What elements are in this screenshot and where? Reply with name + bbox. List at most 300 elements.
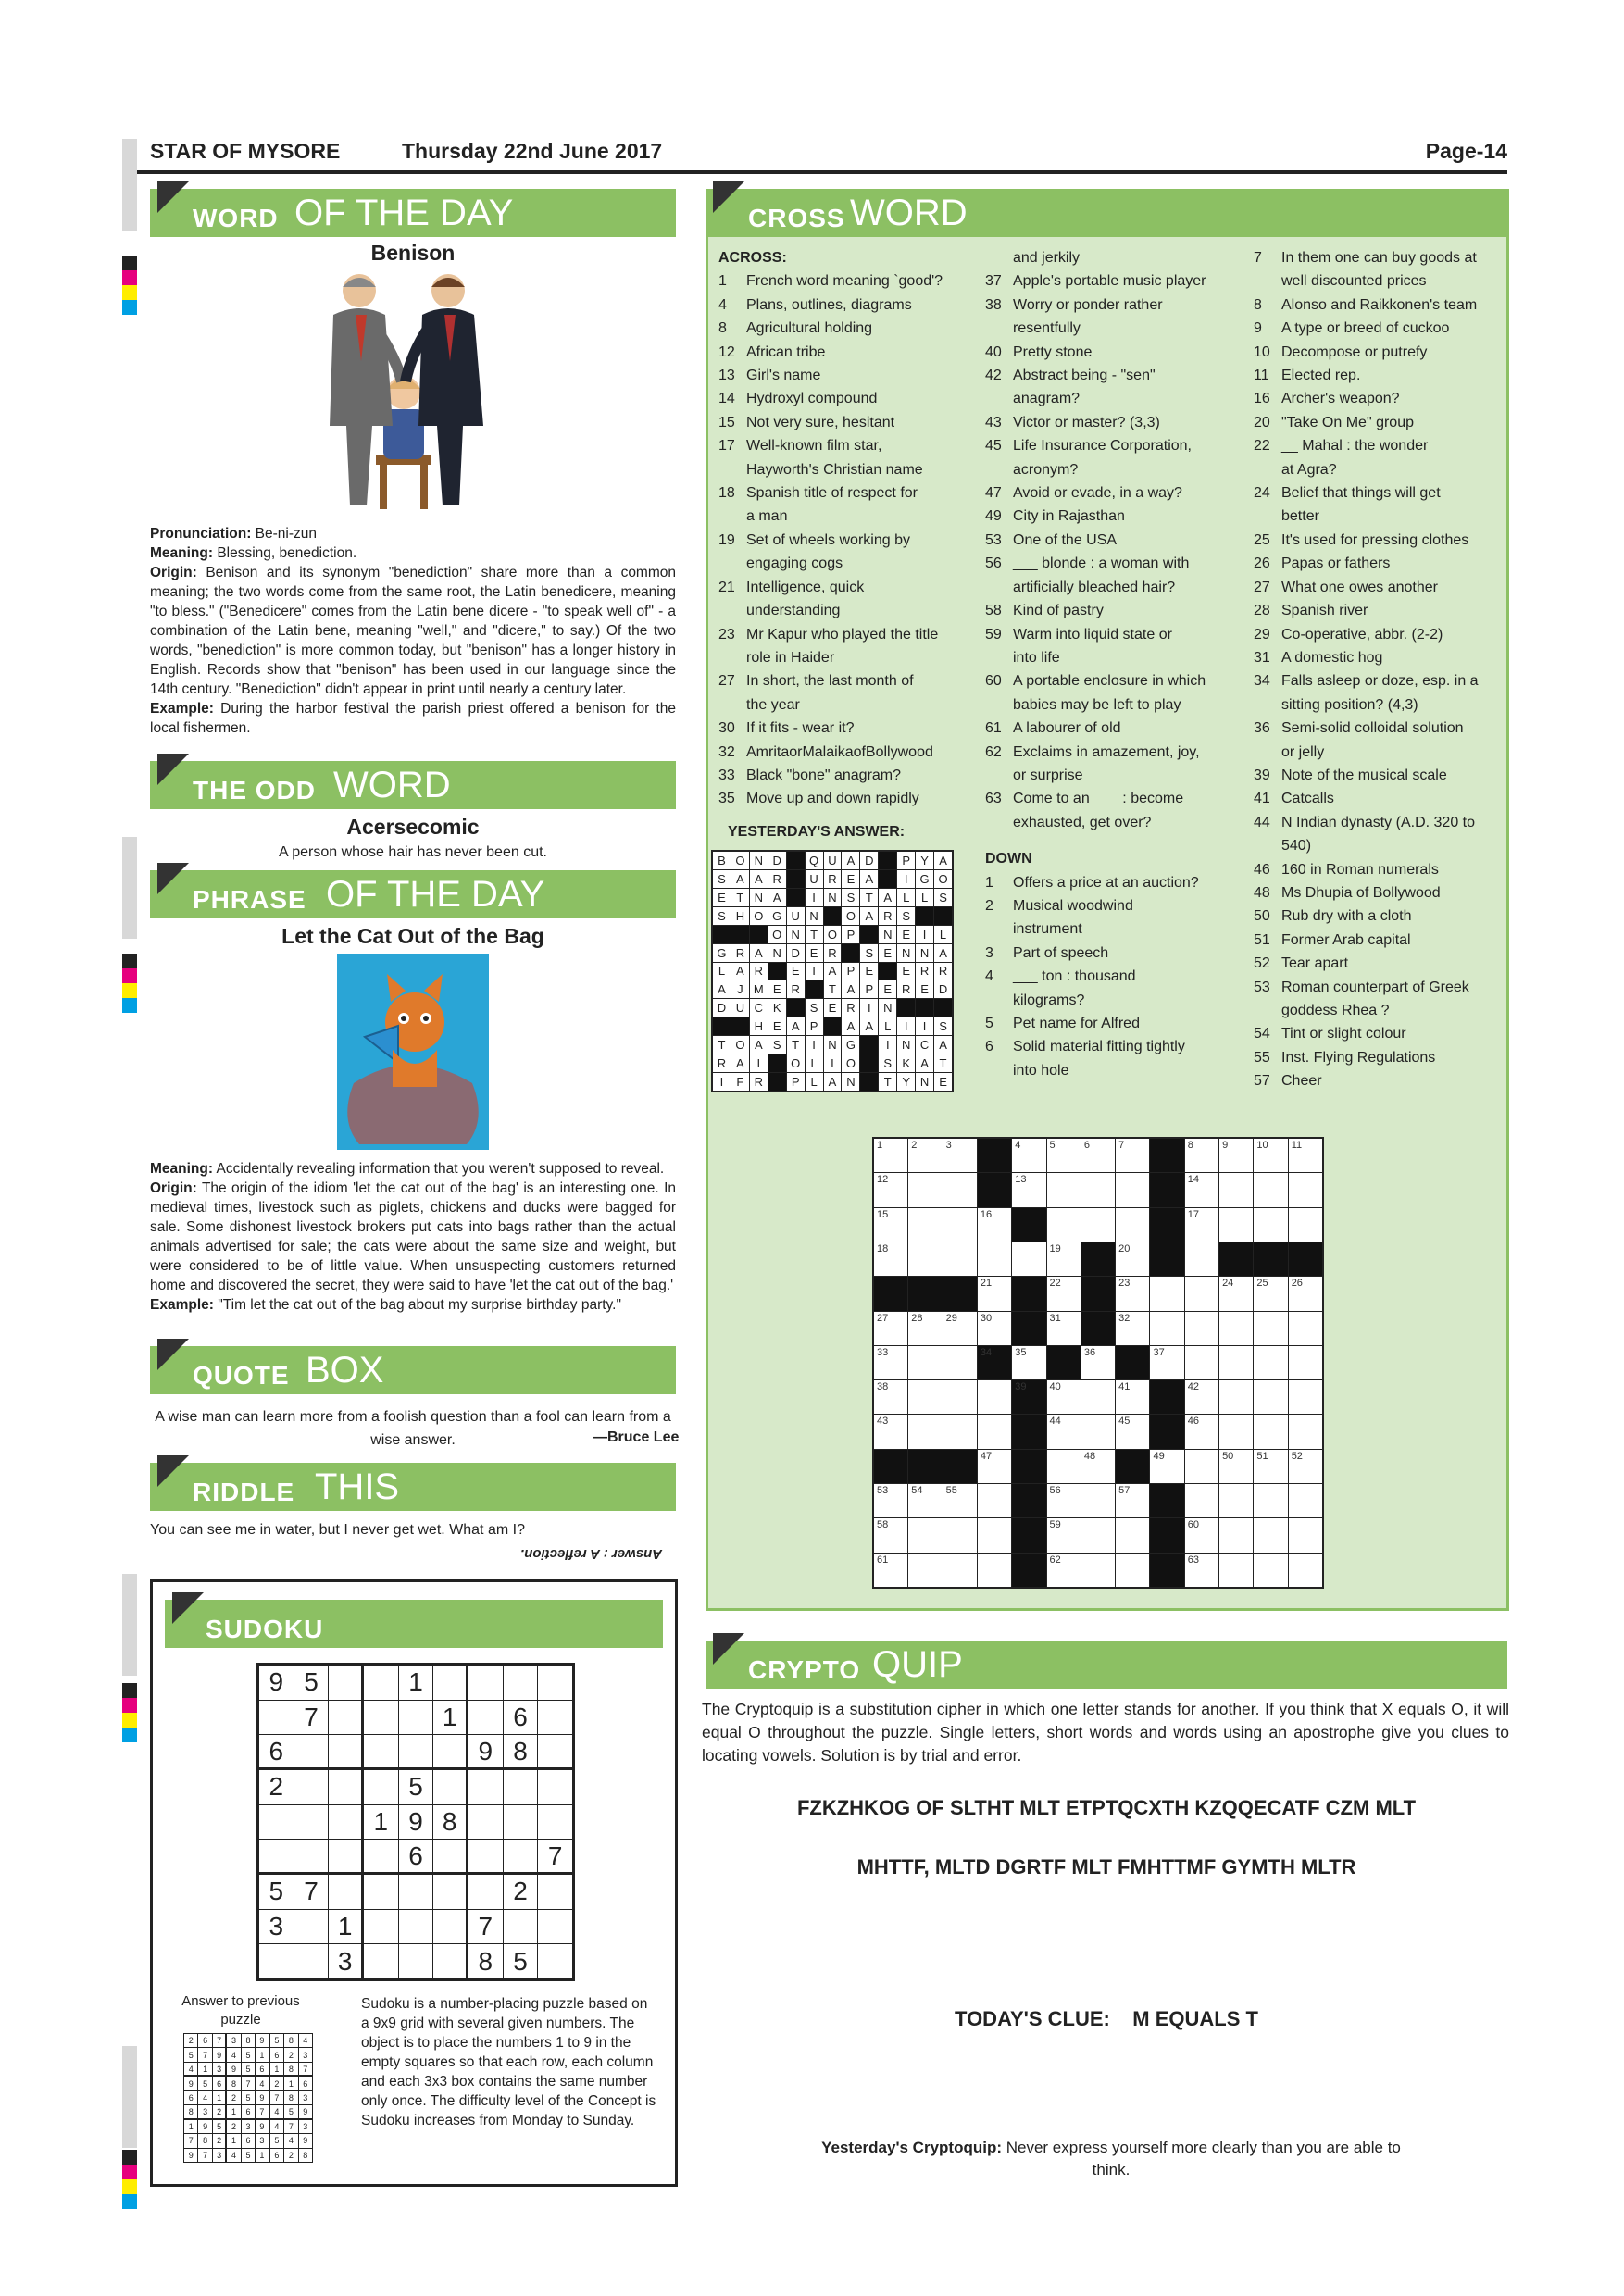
answer-cell: E (824, 999, 842, 1017)
crossword-cell[interactable]: 17 (1185, 1208, 1218, 1242)
answer-cell: N (806, 907, 823, 925)
sudoku-cell[interactable] (433, 1735, 468, 1769)
answer-cell: A (768, 889, 786, 906)
crossword-cell[interactable]: 54 (908, 1484, 942, 1517)
crossword-cell[interactable] (1047, 1173, 1081, 1206)
page-number: Page-14 (1425, 139, 1507, 163)
clue: 46 160 in Roman numerals (1254, 861, 1439, 878)
crossword-cell[interactable] (1219, 1484, 1253, 1517)
crossword-cell[interactable] (943, 1380, 977, 1414)
clue: 60 A portable enclosure in which (985, 673, 1206, 690)
crossword-cell[interactable] (908, 1173, 942, 1206)
sudoku-cell[interactable] (259, 1701, 294, 1735)
clue: resentfully (1013, 320, 1081, 337)
crossword-cell[interactable] (1081, 1208, 1115, 1242)
crossword-cell[interactable] (908, 1380, 942, 1414)
crossword-cell[interactable]: 33 (874, 1346, 907, 1379)
crossword-cell[interactable] (1219, 1380, 1253, 1414)
crossword-cell[interactable]: 3 (943, 1139, 977, 1172)
sudoku-cell[interactable] (433, 1666, 468, 1700)
crossword-cell[interactable]: 4 (1012, 1139, 1045, 1172)
crossword-cell[interactable]: 36 (1081, 1346, 1115, 1379)
crossword-cell[interactable]: 46 (1185, 1415, 1218, 1448)
sudoku-cell[interactable]: 8 (433, 1805, 468, 1840)
crossword-cell[interactable] (1254, 1173, 1287, 1206)
crossword-cell[interactable] (1254, 1484, 1287, 1517)
crossword-cell[interactable]: 59 (1047, 1518, 1081, 1552)
crossword-cell[interactable] (978, 1242, 1011, 1276)
cryptoquip-line1: FZKZHKOG OF SLTHT MLT ETPTQCXTH KZQQECATF CZM MLT (796, 1796, 1417, 1819)
sudoku-cell[interactable] (538, 1805, 572, 1840)
sudoku-cell[interactable] (433, 1944, 468, 1978)
sudoku-cell[interactable] (294, 1770, 329, 1804)
sudoku-cell[interactable] (538, 1944, 572, 1978)
crossword-cell[interactable]: 42 (1185, 1380, 1218, 1414)
sudoku-cell[interactable]: 6 (259, 1735, 294, 1769)
phrase-details: Meaning: Accidentally revealing information that you weren't supposed to reveal. Origin: The origin of the idiom 'let the cat out of the bag' is an interesting one. In medieval times, livestock such as piglets, chickens and ducks were bagged for sale. Some dishonest livestock brokers put cats into bags rather than the actual animals advertised for sale; the cats were about the same size and weight, but were considered to be of little value. When unsuspecting customers returned home and discovered the secret, they were said to have 'let the cat out of the bag.' Example: "Tim let the cat out of the bag about my surprise birthday party." (150, 1161, 676, 1313)
clue: 62 Exclaims in amazement, joy, (985, 743, 1200, 760)
sudoku-cell[interactable] (399, 1701, 433, 1735)
crossword-cell[interactable] (1254, 1312, 1287, 1345)
crossword-cell[interactable] (978, 1484, 1011, 1517)
clue: 4 Plans, outlines, diagrams (718, 296, 912, 313)
crossword-cell[interactable]: 11 (1289, 1139, 1322, 1172)
crossword-cell[interactable] (1254, 1518, 1287, 1552)
sudoku-cell[interactable] (259, 1840, 294, 1874)
crossword-cell[interactable] (1289, 1173, 1322, 1206)
crossword-cell[interactable] (908, 1518, 942, 1552)
crossword-cell[interactable]: 26 (1289, 1277, 1322, 1310)
sudoku-cell[interactable] (259, 1805, 294, 1840)
answer-cell: O (842, 907, 859, 925)
crossword-cell[interactable]: 14 (1185, 1173, 1218, 1206)
crossword-cell[interactable] (1219, 1346, 1253, 1379)
crossword-cell[interactable] (908, 1242, 942, 1276)
sudoku-cell[interactable] (294, 1805, 329, 1840)
sudoku-cell[interactable] (399, 1910, 433, 1944)
crossword-cell[interactable]: 25 (1254, 1277, 1287, 1310)
answer-cell: Q (806, 852, 823, 869)
sudoku-cell[interactable]: 2 (259, 1770, 294, 1804)
clue: 45 Life Insurance Corporation, (985, 438, 1192, 455)
answer-cell: S (842, 889, 859, 906)
sudoku-cell[interactable] (538, 1875, 572, 1909)
crossword-cell[interactable]: 45 (1116, 1415, 1149, 1448)
crossword-cell[interactable] (943, 1346, 977, 1379)
sudoku-cell[interactable] (329, 1666, 363, 1700)
clue: 31 A domestic hog (1254, 649, 1383, 666)
sudoku-cell[interactable]: 6 (504, 1701, 538, 1735)
clue: the year (746, 696, 800, 713)
answer-cell: N (897, 944, 915, 962)
crossword-cell[interactable]: 23 (1116, 1277, 1149, 1310)
answer-cell: E (897, 926, 915, 943)
crossword-cell[interactable]: 60 (1185, 1518, 1218, 1552)
crossword-cell[interactable] (1081, 1484, 1115, 1517)
crossword-cell[interactable] (1289, 1484, 1322, 1517)
sudoku-cell[interactable] (433, 1770, 468, 1804)
sudoku-cell[interactable]: 1 (364, 1805, 398, 1840)
crossword-cell[interactable] (1116, 1208, 1149, 1242)
crossword-cell[interactable] (1047, 1450, 1081, 1483)
sudoku-cell: 5 (198, 2077, 211, 2090)
crossword-cell[interactable] (1116, 1554, 1149, 1587)
answer-cell: R (934, 963, 952, 980)
sudoku-cell[interactable] (329, 1875, 363, 1909)
crossword-cell[interactable]: 53 (874, 1484, 907, 1517)
sudoku-cell[interactable] (538, 1735, 572, 1769)
black-square (1012, 1554, 1045, 1587)
crossword-cell[interactable]: 13 (1012, 1173, 1045, 1206)
clue: into hole (1013, 1062, 1069, 1079)
word-of-day-banner: WORD OF THE DAY (150, 189, 676, 237)
answer-cell: D (768, 852, 786, 869)
sudoku-cell[interactable]: 1 (399, 1666, 433, 1700)
crossword-cell[interactable] (943, 1242, 977, 1276)
sudoku-cell[interactable] (433, 1910, 468, 1944)
sudoku-cell[interactable]: 9 (468, 1735, 503, 1769)
crossword-cell[interactable] (1289, 1380, 1322, 1414)
answer-cell: G (842, 1036, 859, 1054)
crossword-cell[interactable] (1254, 1380, 1287, 1414)
sudoku-cell[interactable] (329, 1805, 363, 1840)
answer-cell: S (934, 889, 952, 906)
sudoku-cell: 7 (270, 2091, 283, 2104)
crossword-cell[interactable] (1289, 1415, 1322, 1448)
answer-cell: S (934, 1017, 952, 1035)
crossword-cell[interactable]: 63 (1185, 1554, 1218, 1587)
crossword-cell[interactable] (1289, 1312, 1322, 1345)
clue: 57 Cheer (1254, 1073, 1322, 1090)
crossword-cell[interactable] (1116, 1518, 1149, 1552)
sudoku-cell[interactable] (468, 1840, 503, 1874)
sudoku-cell[interactable] (399, 1944, 433, 1978)
crossword-cell[interactable]: 32 (1116, 1312, 1149, 1345)
odd-word-banner: THE ODD WORD (150, 761, 676, 809)
crossword-cell[interactable] (1081, 1518, 1115, 1552)
crossword-cell[interactable] (1219, 1554, 1253, 1587)
sudoku-cell[interactable]: 1 (329, 1910, 363, 1944)
sudoku-cell[interactable] (504, 1770, 538, 1804)
crossword-cell[interactable]: 30 (978, 1312, 1011, 1345)
answer-cell: N (897, 1036, 915, 1054)
crossword-cell[interactable]: 37 (1150, 1346, 1183, 1379)
sudoku-cell[interactable] (468, 1805, 503, 1840)
answer-cell: S (806, 999, 823, 1017)
black-square (1081, 1312, 1115, 1345)
crossword-cell[interactable] (1254, 1554, 1287, 1587)
crossword-cell[interactable] (1081, 1173, 1115, 1206)
sudoku-cell[interactable] (329, 1840, 363, 1874)
black-square (1150, 1415, 1183, 1448)
crossword-cell[interactable]: 7 (1116, 1139, 1149, 1172)
sudoku-cell: 5 (242, 2091, 255, 2104)
crossword-cell[interactable] (1047, 1208, 1081, 1242)
sudoku-cell[interactable] (538, 1910, 572, 1944)
crossword-cell[interactable]: 9 (1219, 1139, 1253, 1172)
black-square (1150, 1518, 1183, 1552)
sudoku-cell[interactable]: 5 (504, 1944, 538, 1978)
sudoku-cell[interactable] (294, 1840, 329, 1874)
crossword-cell[interactable] (943, 1518, 977, 1552)
crossword-cell[interactable]: 38 (874, 1380, 907, 1414)
sudoku-cell[interactable] (364, 1875, 398, 1909)
crossword-cell[interactable]: 40 (1047, 1380, 1081, 1414)
crossword-cell[interactable] (1219, 1312, 1253, 1345)
crossword-cell[interactable]: 21 (978, 1277, 1011, 1310)
sudoku-cell[interactable] (364, 1701, 398, 1735)
crossword-cell[interactable]: 5 (1047, 1139, 1081, 1172)
sudoku-cell: 9 (256, 2091, 269, 2104)
answer-cell: U (824, 852, 842, 869)
sudoku-cell: 4 (284, 2134, 297, 2147)
crossword-cell[interactable]: 16 (978, 1208, 1011, 1242)
crossword-cell[interactable]: 10 (1254, 1139, 1287, 1172)
answer-cell: E (879, 980, 896, 998)
black-square (860, 1054, 878, 1072)
sudoku-cell[interactable] (294, 1735, 329, 1769)
answer-cell: Y (897, 1073, 915, 1091)
crossword-cell[interactable] (1185, 1346, 1218, 1379)
crossword-cell[interactable]: 15 (874, 1208, 907, 1242)
clue: 1 Offers a price at an auction? (985, 874, 1199, 891)
crossword-cell[interactable]: 47 (978, 1450, 1011, 1483)
crossword-cell[interactable] (1150, 1312, 1183, 1345)
black-square (897, 999, 915, 1017)
sudoku-cell[interactable] (504, 1805, 538, 1840)
sudoku-cell: 2 (227, 2120, 240, 2133)
crossword-cell[interactable] (978, 1380, 1011, 1414)
sudoku-cell[interactable]: 8 (468, 1944, 503, 1978)
answer-cell: E (842, 870, 859, 888)
sudoku-cell[interactable]: 2 (504, 1875, 538, 1909)
riddle-answer: Answer : A reflection. (520, 1546, 663, 1562)
sudoku-cell[interactable] (294, 1910, 329, 1944)
crossword-cell[interactable]: 24 (1219, 1277, 1253, 1310)
crossword-cell[interactable]: 6 (1081, 1139, 1115, 1172)
sudoku-cell[interactable] (468, 1701, 503, 1735)
crossword-cell[interactable] (1289, 1554, 1322, 1587)
crossword-cell[interactable]: 19 (1047, 1242, 1081, 1276)
crossword-cell[interactable]: 56 (1047, 1484, 1081, 1517)
crossword-cell[interactable]: 18 (874, 1242, 907, 1276)
crossword-cell[interactable] (1219, 1415, 1253, 1448)
sudoku-cell[interactable] (504, 1910, 538, 1944)
answer-cell: C (750, 999, 768, 1017)
black-square (943, 1277, 977, 1310)
clue: 21 Intelligence, quick (718, 579, 865, 595)
across-clues-col1: ACROSS: 1 French word meaning `good'? 4 Plans, outlines, diagrams 8 Agricultural holding 12 African tribe 13 Girl's name 14 Hydroxyl compound 15 Not very sure, hesitant 17 Well-known film star, Hayworth's Christian name 18 Spanish title of respect for a man 19 Set of wheels working by engaging cogs 21 Intelligence, quick understanding 23 Mr Kapur who played the title role in Haider 27 In short, the last month of the year 30 If it fits - wear it? 32 AmritaorMalaikaofBollywood 33 Black "bone" anagram? 35 Move up and down rapidly YESTERDAY'S ANSWER: (718, 246, 957, 843)
sudoku-cell[interactable] (364, 1735, 398, 1769)
sudoku-cell[interactable] (468, 1666, 503, 1700)
sudoku-cell[interactable]: 8 (504, 1735, 538, 1769)
answer-cell: A (731, 870, 749, 888)
crossword-cell[interactable] (908, 1208, 942, 1242)
crossword-cell[interactable] (1116, 1173, 1149, 1206)
answer-cell: I (824, 1054, 842, 1072)
crossword-cell[interactable] (978, 1518, 1011, 1552)
clue: 50 Rub dry with a cloth (1254, 908, 1412, 925)
sudoku-cell[interactable]: 7 (468, 1910, 503, 1944)
crossword-cell[interactable]: 49 (1150, 1450, 1183, 1483)
crossword-cell[interactable] (1150, 1277, 1183, 1310)
crossword-cell[interactable] (1289, 1346, 1322, 1379)
crossword-cell[interactable]: 50 (1219, 1450, 1253, 1483)
sudoku-cell: 3 (213, 2063, 226, 2076)
crossword-cell[interactable] (1081, 1415, 1115, 1448)
crossword-cell[interactable] (978, 1415, 1011, 1448)
sudoku-cell[interactable]: 9 (399, 1805, 433, 1840)
sudoku-cell[interactable]: 7 (294, 1701, 329, 1735)
answer-cell: I (916, 1017, 933, 1035)
answer-cell: S (768, 1036, 786, 1054)
crossword-cell[interactable]: 62 (1047, 1554, 1081, 1587)
sudoku-cell: 8 (242, 2034, 255, 2047)
answer-cell: N (824, 1036, 842, 1054)
sudoku-cell[interactable] (504, 1666, 538, 1700)
cat-in-bag-icon (337, 954, 489, 1150)
crossword-cell[interactable]: 28 (908, 1312, 942, 1345)
sudoku-cell[interactable]: 6 (399, 1840, 433, 1874)
sudoku-cell: 6 (184, 2091, 197, 2104)
sudoku-cell[interactable] (399, 1875, 433, 1909)
answer-cell: P (787, 1073, 805, 1091)
crossword-cell[interactable]: 2 (908, 1139, 942, 1172)
clue: 12 African tribe (718, 343, 826, 360)
answer-cell: U (787, 907, 805, 925)
sudoku-cell[interactable] (538, 1666, 572, 1700)
sudoku-cell[interactable]: 1 (433, 1701, 468, 1735)
crossword-cell[interactable]: 44 (1047, 1415, 1081, 1448)
answer-cell: E (897, 963, 915, 980)
crossword-cell[interactable]: 29 (943, 1312, 977, 1345)
sudoku-cell[interactable]: 5 (294, 1666, 329, 1700)
sudoku-cell[interactable] (433, 1840, 468, 1874)
crossword-cell[interactable] (1219, 1173, 1253, 1206)
sudoku-cell[interactable]: 5 (399, 1770, 433, 1804)
sudoku-cell[interactable]: 9 (259, 1666, 294, 1700)
sudoku-cell[interactable] (538, 1770, 572, 1804)
crossword-cell[interactable] (908, 1415, 942, 1448)
clue: 28 Spanish river (1254, 603, 1368, 619)
crossword-cell[interactable] (1185, 1312, 1218, 1345)
sudoku-cell[interactable]: 7 (538, 1840, 572, 1874)
crossword-cell[interactable] (1254, 1208, 1287, 1242)
crossword-cell[interactable]: 35 (1012, 1346, 1045, 1379)
clue: 36 Semi-solid colloidal solution (1254, 720, 1464, 737)
sudoku-cell[interactable] (433, 1875, 468, 1909)
crossword-cell[interactable]: 52 (1289, 1450, 1322, 1483)
sudoku-cell: 7 (284, 2120, 297, 2133)
crossword-cell[interactable] (943, 1415, 977, 1448)
crossword-cell[interactable] (1185, 1450, 1218, 1483)
crossword-cell[interactable]: 55 (943, 1484, 977, 1517)
crossword-cell[interactable]: 12 (874, 1173, 907, 1206)
sudoku-cell[interactable] (259, 1944, 294, 1978)
crossword-cell[interactable] (1185, 1484, 1218, 1517)
crossword-cell[interactable] (1289, 1208, 1322, 1242)
sudoku-cell[interactable]: 3 (259, 1910, 294, 1944)
black-square (1254, 1242, 1287, 1276)
crossword-cell[interactable] (943, 1554, 977, 1587)
answer-cell: D (713, 999, 731, 1017)
black-square (787, 889, 805, 906)
sudoku-cell[interactable] (364, 1840, 398, 1874)
crossword-cell[interactable] (943, 1173, 977, 1206)
crossword-cell[interactable] (1185, 1242, 1218, 1276)
answer-cell: Y (916, 852, 933, 869)
crossword-cell[interactable]: 58 (874, 1518, 907, 1552)
crossword-cell[interactable]: 1 (874, 1139, 907, 1172)
crossword-cell[interactable]: 31 (1047, 1312, 1081, 1345)
crossword-cell[interactable]: 27 (874, 1312, 907, 1345)
crossword-cell[interactable] (1185, 1277, 1218, 1310)
clue: or jelly (1281, 743, 1325, 760)
answer-cell: A (787, 1017, 805, 1035)
riddle-question: You can see me in water, but I never get wet. What am I? (150, 1522, 525, 1538)
crossword-cell[interactable] (1219, 1208, 1253, 1242)
crossword-cell[interactable]: 8 (1185, 1139, 1218, 1172)
sudoku-cell[interactable]: 3 (329, 1944, 363, 1978)
black-square (1012, 1415, 1045, 1448)
sudoku-cell[interactable] (294, 1944, 329, 1978)
sudoku-cell[interactable] (329, 1770, 363, 1804)
crossword-cell[interactable]: 48 (1081, 1450, 1115, 1483)
sudoku-cell[interactable] (538, 1701, 572, 1735)
sudoku-cell: 5 (213, 2120, 226, 2133)
crossword-cell[interactable] (943, 1208, 977, 1242)
crossword-cell[interactable] (1012, 1242, 1045, 1276)
sudoku-cell[interactable] (364, 1770, 398, 1804)
sudoku-cell: 8 (284, 2091, 297, 2104)
crossword-cell[interactable] (1081, 1380, 1115, 1414)
crossword-cell[interactable] (1081, 1554, 1115, 1587)
sudoku-cell[interactable] (364, 1944, 398, 1978)
sudoku-cell: 1 (184, 2120, 197, 2133)
sudoku-cell[interactable] (468, 1875, 503, 1909)
sudoku-cell[interactable] (399, 1735, 433, 1769)
answer-cell: E (860, 963, 878, 980)
sudoku-cell[interactable] (329, 1735, 363, 1769)
sudoku-cell[interactable] (364, 1910, 398, 1944)
crossword-cell[interactable]: 51 (1254, 1450, 1287, 1483)
odd-word-meaning: A person whose hair has never been cut. (279, 844, 547, 860)
sudoku-cell[interactable] (329, 1701, 363, 1735)
sudoku-cell[interactable]: 5 (259, 1875, 294, 1909)
crossword-cell[interactable]: 61 (874, 1554, 907, 1587)
crossword-cell[interactable] (1254, 1415, 1287, 1448)
sudoku-cell: 5 (284, 2105, 297, 2118)
crossword-cell[interactable]: 22 (1047, 1277, 1081, 1310)
clue: 1 French word meaning `good'? (718, 273, 943, 290)
sudoku-cell[interactable] (504, 1840, 538, 1874)
sudoku-cell[interactable]: 7 (294, 1875, 329, 1909)
crossword-cell[interactable] (908, 1554, 942, 1587)
crossword-cell[interactable]: 20 (1116, 1242, 1149, 1276)
crossword-cell[interactable]: 41 (1116, 1380, 1149, 1414)
crossword-cell[interactable]: 57 (1116, 1484, 1149, 1517)
answer-cell: R (750, 1073, 768, 1091)
crossword-cell[interactable] (1289, 1518, 1322, 1552)
crossword-cell[interactable]: 43 (874, 1415, 907, 1448)
crossword-cell[interactable] (908, 1346, 942, 1379)
crossword-cell[interactable] (978, 1554, 1011, 1587)
crossword-cell[interactable] (1219, 1518, 1253, 1552)
sudoku-cell[interactable] (364, 1666, 398, 1700)
sudoku-cell[interactable] (468, 1770, 503, 1804)
black-square (1012, 1312, 1045, 1345)
crossword-cell[interactable] (1254, 1346, 1287, 1379)
